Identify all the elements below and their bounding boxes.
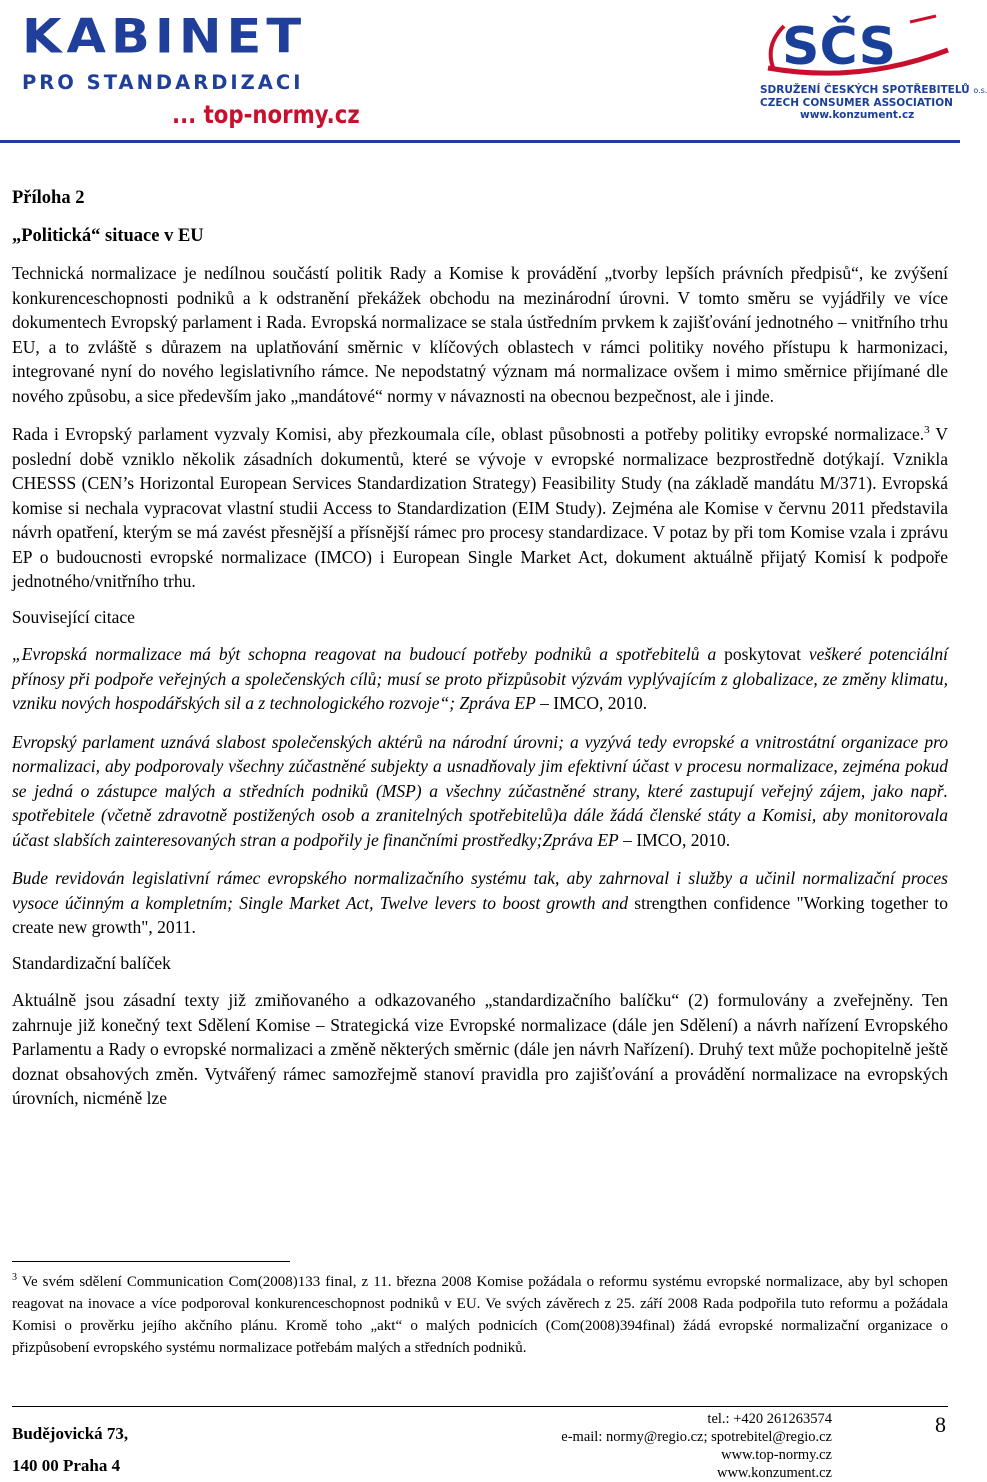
quote-ep-imco: „Evropská normalizace má být schopna reagovat na budoucí potřeby podniků a spotřebitelů a poskytovat veškeré potenciální přínosy při podpoře veřejných a společenských cílů; musí se proto přizpůsobit výzvám vyplývajícím z globalizace, ze změny klimatu, vzniku nových hospodářských sil a z technologického rozvoje“; Zpráva EP – IMCO, 2010. <box>12 644 948 713</box>
footnote: $^3$ Ve svém sdělení Communication Com(2008)133 final, z 11. března 2008 Komise požádala o reformu systému evropské normalizace, aby byl schopen reagovat na inovace a více podporoval konkurenceschopnost podniků v EU. Ve svých závěrech z 25. září 2008 Rada podpořila tuto reformu a požádala Komisi o prověrku jejího akčního plánu. Kromě toho „akt“ o malých podnicích (Com(2008)394final) žádá evropské normalizační organizace o přizpůsobení evropského systému normalizace potřebám malých a středních podniků. <box>12 1272 948 1356</box>
scs-logo-graphic <box>760 8 952 84</box>
footnote-ref: 3 <box>924 424 930 437</box>
page-number: 8 <box>935 1412 946 1437</box>
footer-web-konzument[interactable]: www.konzument.cz <box>716 1465 832 1481</box>
section-heading-citations: Související citace <box>12 606 135 627</box>
logo-pro-standardizaci-text: PRO STANDARDIZACI <box>22 71 304 94</box>
quote-single-market-act: Bude revidován legislativní rámec evropského normalizačního systému tak, aby zahrnoval i služby a učinil normalizační proces vysoce účinným a kompletním; Single Market Act, Twelve levers to boost growth and strengthen confidence "Working together to create new growth", 2011. <box>12 868 948 937</box>
footer-web-top-normy[interactable]: www.top-normy.cz <box>721 1447 832 1463</box>
paragraph-council: Rada i Evropský parlament vyzvaly Komisi, aby přezkoumala cíle, oblast působnosti a potřeby politiky evropské normalizace.$^3$ V poslední době vzniklo několik zásadních dokumentů, které se vývoje v evropské normalizace bezprostředně dotýkají. Vznikla CHESSS (CEN’s Horizontal European Services Standardization Strategy) Feasibility Study (na základě mandátu M/371). Evropská komise si nechala vypracovat vlastní studii Access to Standardization (EIM Study). Zejména ale Komise v červnu 2011 představila návrh opatření, kterým se má zavést přesnější a přísnější rámec pro procesy standardizace. V potaz by při tom Komise vzala i zprávu EP o budoucnosti evropské normalizace (IMCO) i European Single Market Act, dokument aktuálně přijatý Komisí k podpoře jednotného/vnitřního trhu. <box>12 424 949 591</box>
footer-address <box>12 1418 128 1482</box>
footer-tel: tel.: +420 261263574 <box>707 1411 832 1427</box>
logo-top-normy-text: ... top-normy.cz <box>172 100 360 129</box>
paragraph-intro: Technická normalizace je nedílnou součástí politik Rady a Komise k provádění „tvorby lepších právních předpisů“, ke zvýšení konkurenceschopnosti podniků a k odstranění překážek obchodu na mezinárodní úrovni. V tomto směru se vyjádřily ve více dokumentech Evropský parlament i Rada. Evropská normalizace se stala ústředním prvkem k zajišťování jednotného – vnitřního trhu EU, a to zvláště s důrazem na uplatňování směrnic v klíčových oblastech v rámci politiky nového přístupu k harmonizaci, integrované nyní do nového legislativního rámce. Ne nepodstatný význam má normalizace ovšem i mimo směrnice přijímané dle nového způsobu, a sice především jako „mandátové“ normy v návaznosti na obecnou bezpečnost, ale i jinde. <box>12 263 948 406</box>
kabinet-logo <box>22 10 360 134</box>
quote-parliament: Evropský parlament uznává slabost společenských aktérů na národní úrovni; a vyzývá tedy evropské a vnitrostátní organizace pro normalizaci, aby podporovaly všechny zúčastněné subjekty a usnadňovaly jim efektivní účast v procesu normalizace, zejména pokud se jedná o zástupce malých a středních podniků (MSP) a všechny zúčastněné strany, které zastupují veřejný zájem, jako např. spotřebitele (včetně zdravotně postižených osob a zranitelných spotřebitelů)a dále žádá členské státy a Komisi, aby monitorovala účast slabších zainteresovaných stran a podpořily je finančními prostředky;Zpráva EP – IMCO, 2010. <box>12 731 948 850</box>
footer-city: 140 00 Praha 4 <box>12 1456 121 1475</box>
paragraph-package: Aktuálně jsou zásadní texty již zmiňovaného a odkazovaného „standardizačního balíčku“ (2) formulovány a zveřejněny. Ten zahrnuje již konečný text Sdělení Komise – Strategická vize Evropské normalizace (dále jen Sdělení) a návrh nařízení Evropského Parlamentu a Rady o evropské normalizaci a změně některých směrnic (dále jen návrh Nařízení). Druhý text může pochopitelně ještě doznat obsahových změn. Vytvářený rámec samozřejmě stanoví pravidla pro zajišťování a provádění normalizace na evropských úrovních, nicméně lze <box>12 990 948 1108</box>
document-body <box>12 186 948 1111</box>
header-divider <box>0 140 960 143</box>
scs-logo <box>760 8 987 133</box>
scs-name-en: CZECH CONSUMER ASSOCIATION <box>760 97 953 109</box>
section-heading-package: Standardizační balíček <box>12 952 171 973</box>
footnote-divider <box>12 1261 290 1262</box>
footer-email[interactable]: e-mail: normy@regio.cz; spotrebitel@regio.cz <box>561 1429 832 1445</box>
annex-title: Příloha 2 <box>12 188 85 208</box>
footer-divider <box>12 1406 948 1407</box>
logo-kabinet-text: KABINET <box>22 10 307 65</box>
footer-contact <box>480 1410 832 1482</box>
scs-name-cz: SDRUŽENÍ ČESKÝCH SPOTŘEBITELŮ o.s. <box>760 84 987 96</box>
footer-street: Budějovická 73, <box>12 1424 129 1443</box>
scs-acronym: SČS <box>782 17 897 77</box>
annex-subtitle: „Politická“ situace v EU <box>12 225 204 246</box>
scs-web: www.konzument.cz <box>800 109 915 121</box>
